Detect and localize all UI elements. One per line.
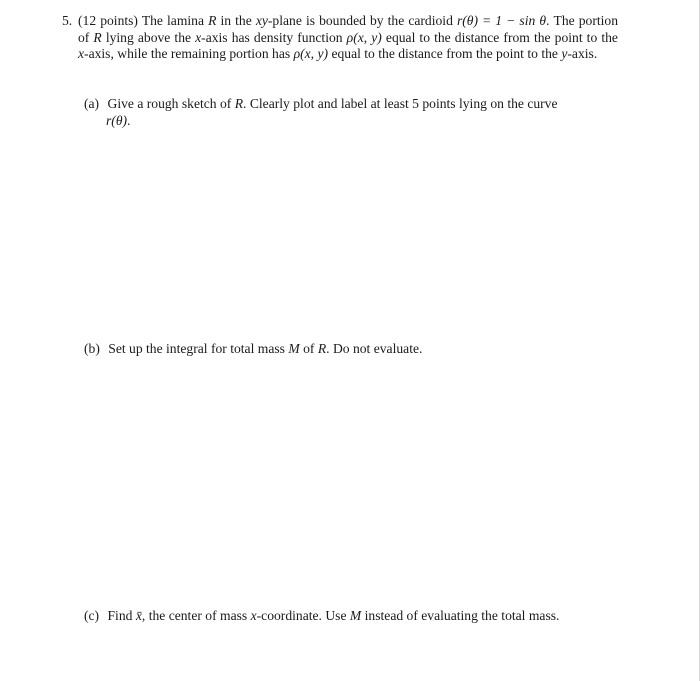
xbar-symbol: x̄ bbox=[135, 608, 142, 623]
part-a: (a) Give a rough sketch of R. Clearly plot and label at least 5 points lying on the curve r(θ). bbox=[84, 96, 558, 128]
density-function: ρ(x, y) bbox=[346, 29, 382, 45]
cardioid-equation: r(θ) = 1 − sin θ bbox=[456, 13, 547, 28]
region-symbol: R bbox=[208, 13, 217, 28]
part-c: (c) Find x̄, the center of mass x-coordinate. Use M instead of evaluating the total mass. bbox=[84, 608, 560, 623]
part-b: (b) Set up the integral for total mass M of R. Do not evaluate. bbox=[84, 341, 423, 356]
problem-number: 5. bbox=[62, 13, 73, 28]
problem-5-statement bbox=[62, 13, 618, 63]
curve-r-theta: r(θ) bbox=[106, 112, 128, 128]
part-c-label: (c) bbox=[84, 608, 100, 623]
mass-symbol: M bbox=[288, 341, 300, 356]
part-a-label: (a) bbox=[84, 96, 100, 111]
points-label: (12 points) bbox=[78, 13, 138, 28]
part-b-label: (b) bbox=[84, 341, 100, 356]
problem-body: (12 points) The lamina R in the xy-plane is bounded by the cardioid r(θ) = 1 − sin θ. The portion of R lying above the x-axis has density function ρ(x, y) equal to the distance from the point to the x-axis, while the remaining portion has ρ(x, y) equal to the distance from the point to the y-axis. bbox=[78, 13, 618, 62]
